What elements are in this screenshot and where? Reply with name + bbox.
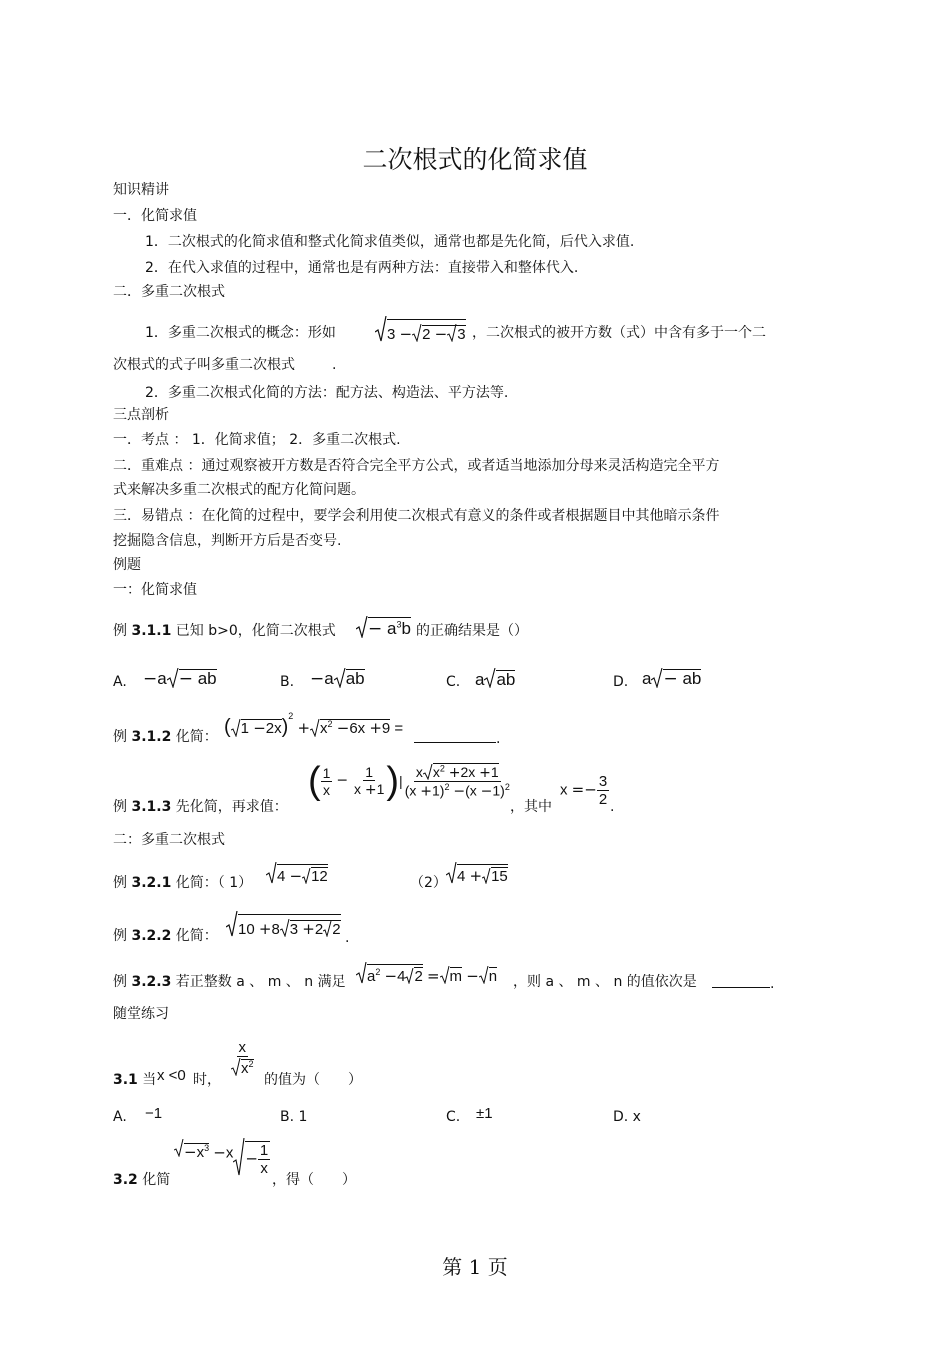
example-text: 化简： [175, 928, 218, 944]
text-s2-1-a: 1．多重二次根式的概念：形如 [145, 325, 336, 341]
example-label: 例 [113, 974, 127, 990]
text-a3-b: 挖掘隐含信息，判断开方后是否变号. [113, 533, 342, 549]
page-title: 二次根式的化简求值 [362, 145, 588, 174]
formula-p31: $\frac{x}{x^2}$ [229, 1040, 256, 1076]
period: . [345, 930, 350, 946]
text-s2-2: 2．多重二次根式化简的方法：配方法、构造法、平方法等. [145, 385, 509, 401]
section-simplify: 一．化简求值 [113, 208, 197, 224]
period: . [496, 731, 501, 747]
text-s1-2: 2．在代入求值的过程中，通常也是有两种方法：直接带入和整体代入. [145, 260, 579, 276]
p31-option-a-label: A. [113, 1109, 127, 1125]
answer-blank [712, 975, 774, 991]
example-3-2-3 [113, 975, 346, 989]
example-3-1-1 [113, 624, 336, 638]
example-label: 例 [113, 928, 127, 944]
example-text: 若正整数 a 、 m 、 n 满足 [175, 974, 346, 990]
practice-text: 化简 [142, 1172, 171, 1188]
heading-practice: 随堂练习 [113, 1006, 169, 1022]
example-label: 例 [113, 799, 127, 815]
p31-option-c-label: C. [446, 1109, 461, 1125]
example-text-end: ，则 a 、 m 、 n 的值依次是 [513, 974, 697, 990]
practice-3-2 [113, 1173, 170, 1187]
option-a-label: A. [113, 674, 127, 690]
example-text-end: 的正确结果是（） [416, 623, 528, 639]
option-a-formula: −a − ab [143, 669, 217, 689]
option-c-label: C. [446, 674, 461, 690]
page-number: 第 1 页 [442, 1255, 508, 1279]
text-a2-a: 二．重难点 ：通过观察被开方数是否符合完全平方公式，或者适当地添加分母来灵活构造完全平方 [113, 458, 720, 474]
example-number: 3.2.3 [131, 974, 172, 990]
text-s2-1-d: . [332, 357, 337, 373]
example-text: 先化简，再求值： [175, 799, 288, 815]
section-nested-radical: 二．多重二次根式 [113, 284, 225, 300]
practice-text-end: 的值为（ ） [264, 1072, 362, 1088]
option-c-formula: a ab [475, 670, 516, 689]
example-3-2-2 [113, 929, 218, 943]
practice-number: 3.1 [113, 1072, 138, 1088]
period: . [610, 799, 615, 815]
formula-ex321-2: 4 + 15 [446, 862, 508, 884]
practice-text-when: 时， [193, 1072, 221, 1088]
practice-3-1 [113, 1073, 156, 1087]
formula-ex321-1: 4 − 12 [266, 862, 328, 884]
text-s2-1-c: 次根式的式子叫多重二次根式 [113, 357, 295, 373]
heading-analysis: 三点剖析 [113, 407, 169, 423]
practice-number: 3.2 [113, 1172, 138, 1188]
text-a1: 一．考点 ： 1．化简求值； 2．多重二次根式. [113, 432, 401, 448]
example-text: 化简：（ 1） [175, 875, 253, 891]
example-text: 化简： [175, 729, 218, 745]
answer-blank [414, 730, 500, 746]
p31-option-d: D. x [613, 1109, 641, 1125]
text-where: ，其中 [510, 799, 552, 815]
period: . [770, 976, 775, 992]
text-a3-a: 三．易错点 ：在化简的过程中，要学会利用使二次根式有意义的条件或者根据题目中其他暗示条件 [113, 508, 720, 524]
text-a2-b: 式来解决多重二次根式的配方化简问题。 [113, 482, 365, 498]
heading-knowledge: 知识精讲 [113, 182, 169, 198]
example-number: 3.2.1 [131, 875, 172, 891]
formula-ex322: 10 +8 3 +2 2 [226, 911, 341, 937]
practice-text-end: ，得（ ） [272, 1172, 356, 1188]
formula-ex311: − $a^3b$ [356, 616, 411, 638]
p31-option-b: B. 1 [280, 1109, 308, 1125]
formula-ex313: ( $\frac{1}{x}$ − $\frac{1}{x +1}$ )| $\frac{x x^2 +2x +1}{(x +1)^2 -(x -1)^2}$ [308, 760, 510, 802]
text-s2-1-b: ，二次根式的被开方数（式）中含有多于一个二 [472, 325, 766, 341]
p31-option-c-value: ±1 [476, 1105, 493, 1122]
example-text: 已知 b>0，化简二次根式 [175, 623, 336, 639]
example-label: 例 [113, 623, 127, 639]
option-b-formula: −a ab [310, 669, 365, 689]
section-e1: 一：化简求值 [113, 582, 197, 598]
practice-text: 当 [142, 1072, 157, 1088]
heading-examples: 例题 [113, 557, 141, 573]
formula-x-value: x =− $\frac{3}{2}$ [560, 773, 608, 808]
option-d-formula: a − ab [642, 669, 702, 689]
example-number: 3.1.2 [131, 729, 172, 745]
example-number: 3.2.2 [131, 928, 172, 944]
formula-ex312: ( $1 -2x)^2 + x^2 -6x +9$ = [224, 711, 404, 738]
option-b-label: B. [280, 674, 295, 690]
example-label: 例 [113, 729, 127, 745]
text-s1-1: 1．二次根式的化简求值和整式化简求值类似，通常也都是先化简，后代入求值. [145, 234, 635, 250]
example-3-1-3 [113, 800, 288, 814]
p31-option-a-value: −1 [145, 1105, 163, 1122]
equals-sign: = [394, 720, 404, 737]
formula-ex323: $a^2 -4$ 2 = m − n [356, 962, 497, 984]
part-2-label: （2） [410, 875, 447, 891]
formula-nested-example: 3 − 2 − 3 [375, 316, 466, 342]
formula-p32: $-x^3 -x$ − $\frac{1}{x}$ [174, 1138, 270, 1176]
example-number: 3.1.1 [131, 623, 172, 639]
example-3-2-1 [113, 876, 252, 890]
example-3-1-2 [113, 730, 218, 744]
condition: x <0 [157, 1067, 186, 1084]
section-e2: 二：多重二次根式 [113, 832, 225, 848]
example-number: 3.1.3 [131, 799, 172, 815]
example-label: 例 [113, 875, 127, 891]
option-d-label: D. [613, 674, 629, 690]
